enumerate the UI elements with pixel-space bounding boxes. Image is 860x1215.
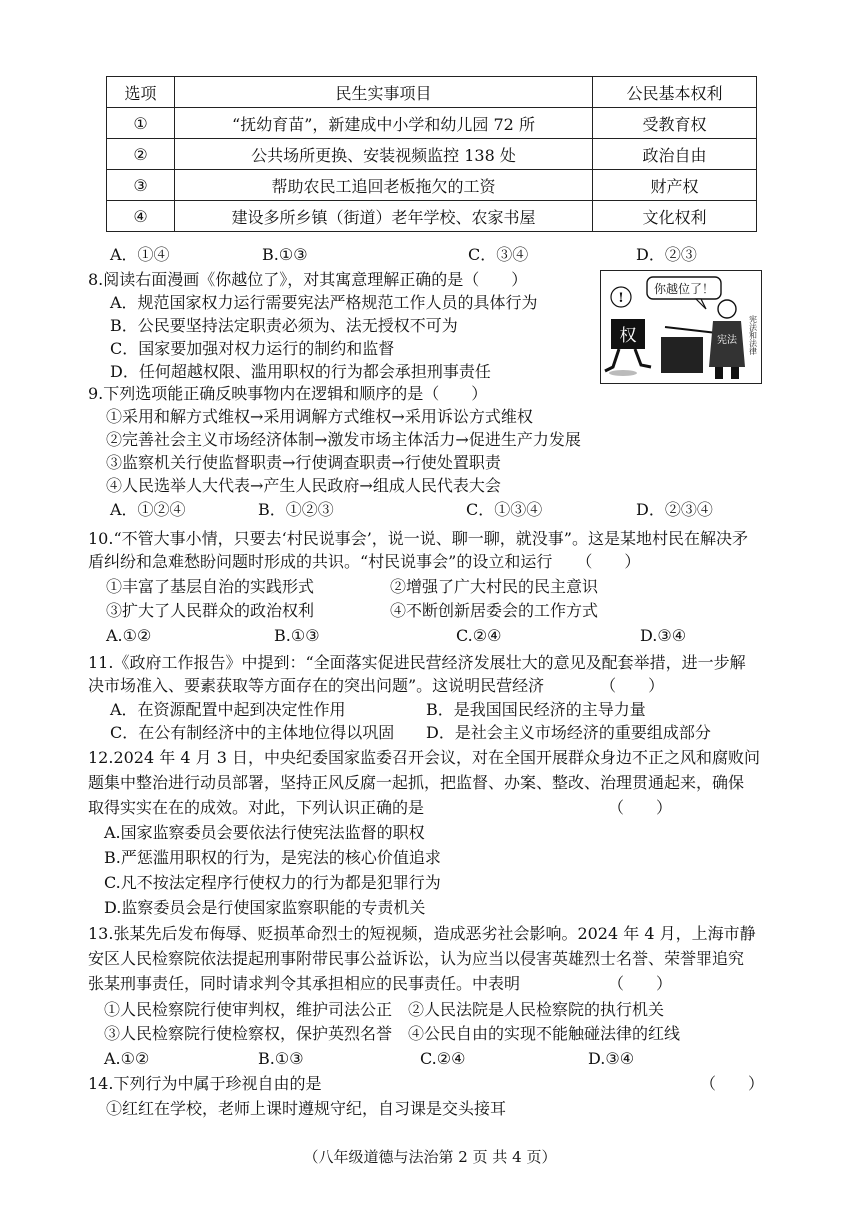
bubble-text: 你越位了！: [653, 282, 715, 296]
table-cell: 财产权: [593, 170, 757, 201]
q12-option-c: C.凡不按法定程序行使权力的行为都是犯罪行为: [104, 873, 441, 892]
q10-item: ①丰富了基层自治的实践形式: [106, 577, 315, 596]
option-d: D．是社会主义市场经济的重要组成部分: [426, 723, 711, 742]
q8-option-d: D．任何超越权限、滥用职权的行为都会承担刑事责任: [110, 362, 491, 381]
q12-option-b: B.严惩滥用职权的行为，是宪法的核心价值追求: [104, 848, 441, 867]
q14-stem: 14.下列行为中属于珍视自由的是: [88, 1074, 322, 1093]
option-d: D.③④: [640, 626, 687, 645]
table-cell: ③: [107, 170, 175, 201]
figure-label: 宪法: [717, 335, 737, 346]
q10-items-row: [0, 576, 860, 598]
q13-line: 安区人民检察院依法提起刑事附带民事公益诉讼，认为应当以侵害英雄烈士名誉、荣誉罪追究: [88, 949, 745, 968]
q7-options: [0, 244, 860, 266]
table-cell: ④: [107, 201, 175, 232]
table-cell: 受教育权: [593, 108, 757, 139]
q10-item: ③扩大了人民群众的政治权利: [106, 601, 315, 620]
option-c: C.②④: [456, 626, 502, 645]
table-cell: 公共场所更换、安装视频监控 138 处: [175, 139, 593, 170]
q10-items-row: [0, 600, 860, 622]
q13-options: [0, 1048, 860, 1070]
runner-label: 权: [619, 326, 637, 346]
q9-item: ①采用和解方式维权→采用调解方式维权→采用诉讼方式维权: [106, 407, 533, 426]
q11-line: 决市场准入、要素获取等方面存在的突出问题”。这说明民营经济 （ ）: [88, 676, 665, 695]
q11-options-row: [0, 699, 860, 721]
option-c: C．在公有制经济中的主体地位得以巩固: [110, 723, 395, 742]
table-header: 公民基本权利: [593, 77, 757, 108]
option-a: A.①②: [106, 626, 152, 645]
q13-line: 张某刑事责任，同时请求判令其承担相应的民事责任。中表明 （ ）: [88, 974, 673, 993]
q11-options-row: [0, 722, 860, 744]
cartoon-drawing: [601, 271, 761, 383]
table-row: [107, 201, 757, 232]
q12-line: 取得实实在在的成效。对此，下列认识正确的是 （ ）: [88, 798, 673, 817]
q9-item: ②完善社会主义市场经济体制→激发市场主体活力→促进生产力发展: [106, 430, 581, 449]
option-d: D．②③④: [636, 500, 713, 519]
option-a: A．①④: [110, 245, 170, 264]
q10-item: ②增强了广大村民的民主意识: [390, 577, 599, 596]
option-c: C.②④: [420, 1049, 466, 1068]
table-cell: 政治自由: [593, 139, 757, 170]
q10-item: ④不断创新居委会的工作方式: [390, 601, 599, 620]
cartoon-image: [600, 270, 762, 384]
table-header: 民生实事项目: [175, 77, 593, 108]
q13-items: ③人民检察院行使检察权，保护英烈名誉 ④公民自由的实现不能触碰法律的红线: [104, 1024, 681, 1043]
option-a: A．在资源配置中起到决定性作用: [110, 700, 346, 719]
table-cell: ②: [107, 139, 175, 170]
q9-item: ③监察机关行使监督职责→行使调查职责→行使处置职责: [106, 453, 501, 472]
q8-stem: 8.阅读右面漫画《你越位了》，对其寓意理解正确的是（ ）: [88, 270, 528, 289]
side-label: 宪法和法律: [748, 315, 758, 355]
rights-table: [106, 76, 757, 232]
table-row: [107, 108, 757, 139]
table-cell: “抚幼育苗”，新建成中小学和幼儿园 72 所: [175, 108, 593, 139]
q11-line: 11.《政府工作报告》中提到：“全面落实促进民营经济发展壮大的意见及配套举措，进一步解: [88, 653, 746, 672]
table-header-row: [107, 77, 757, 108]
table-row: [107, 139, 757, 170]
option-a: A.①②: [104, 1049, 150, 1068]
option-b: B.①③: [274, 626, 320, 645]
q12-option-a: A.国家监察委员会要依法行使宪法监督的职权: [104, 823, 425, 842]
option-b: B．是我国国民经济的主导力量: [426, 700, 646, 719]
option-b: B．①②③: [258, 500, 334, 519]
q9-stem: 9.下列选项能正确反映事物内在逻辑和顺序的是（ ）: [88, 384, 488, 403]
q14-item: ①红红在学校，老师上课时遵规守纪，自习课是交头接耳: [106, 1099, 507, 1118]
q13-line: 13.张某先后发布侮辱、贬损革命烈士的短视频，造成恶劣社会影响。2024 年 4 月，上海市静: [88, 924, 756, 943]
table-header: 选项: [107, 77, 175, 108]
option-b: B.①③: [262, 245, 308, 264]
q10-line: 盾纠纷和急难愁盼问题时形成的共识。“村民说事会”的设立和运行 （ ）: [88, 552, 641, 571]
option-c: C．①③④: [466, 500, 543, 519]
table-cell: 帮助农民工追回老板拖欠的工资: [175, 170, 593, 201]
table-cell: 文化权利: [593, 201, 757, 232]
option-d: D．②③: [636, 245, 697, 264]
table-cell: ①: [107, 108, 175, 139]
q12-option-d: D.监察委员会是行使国家监察职能的专责机关: [104, 898, 426, 917]
q9-options: [0, 499, 860, 521]
q10-options: [0, 625, 860, 647]
table-row: [107, 170, 757, 201]
q8-option-a: A．规范国家权力运行需要宪法严格规范工作人员的具体行为: [110, 293, 538, 312]
q13-items: ①人民检察院行使审判权，维护司法公正 ②人民法院是人民检察院的执行机关: [104, 1000, 665, 1019]
option-b: B.①③: [258, 1049, 304, 1068]
q14-answer-paren: （ ）: [700, 1074, 765, 1093]
table-cell: 建设多所乡镇（街道）老年学校、农家书屋: [175, 201, 593, 232]
q8-option-b: B．公民要坚持法定职责必须为、法无授权不可为: [110, 316, 458, 335]
svg-text:!: !: [618, 291, 624, 306]
q12-line: 题集中整治进行动员部署，坚持正风反腐一起抓，把监督、办案、整改、治理贯通起来，确保: [88, 773, 745, 792]
page-footer: （八年级道德与法治第 2 页 共 4 页）: [303, 1148, 557, 1166]
option-a: A．①②④: [110, 500, 186, 519]
q10-line: 10.“不管大事小情，只要去‘村民说事会’，说一说、聊一聊，就没事”。这是某地村民在解决矛: [88, 529, 748, 548]
option-c: C．③④: [468, 245, 529, 264]
q12-line: 12.2024 年 4 月 3 日，中央纪委国家监委召开会议，对在全国开展群众身边不正之风和腐败问: [88, 748, 760, 767]
q9-item: ④人民选举人大代表→产生人民政府→组成人民代表大会: [106, 476, 501, 495]
option-d: D.③④: [588, 1049, 635, 1068]
q8-option-c: C．国家要加强对权力运行的制约和监督: [110, 339, 395, 358]
